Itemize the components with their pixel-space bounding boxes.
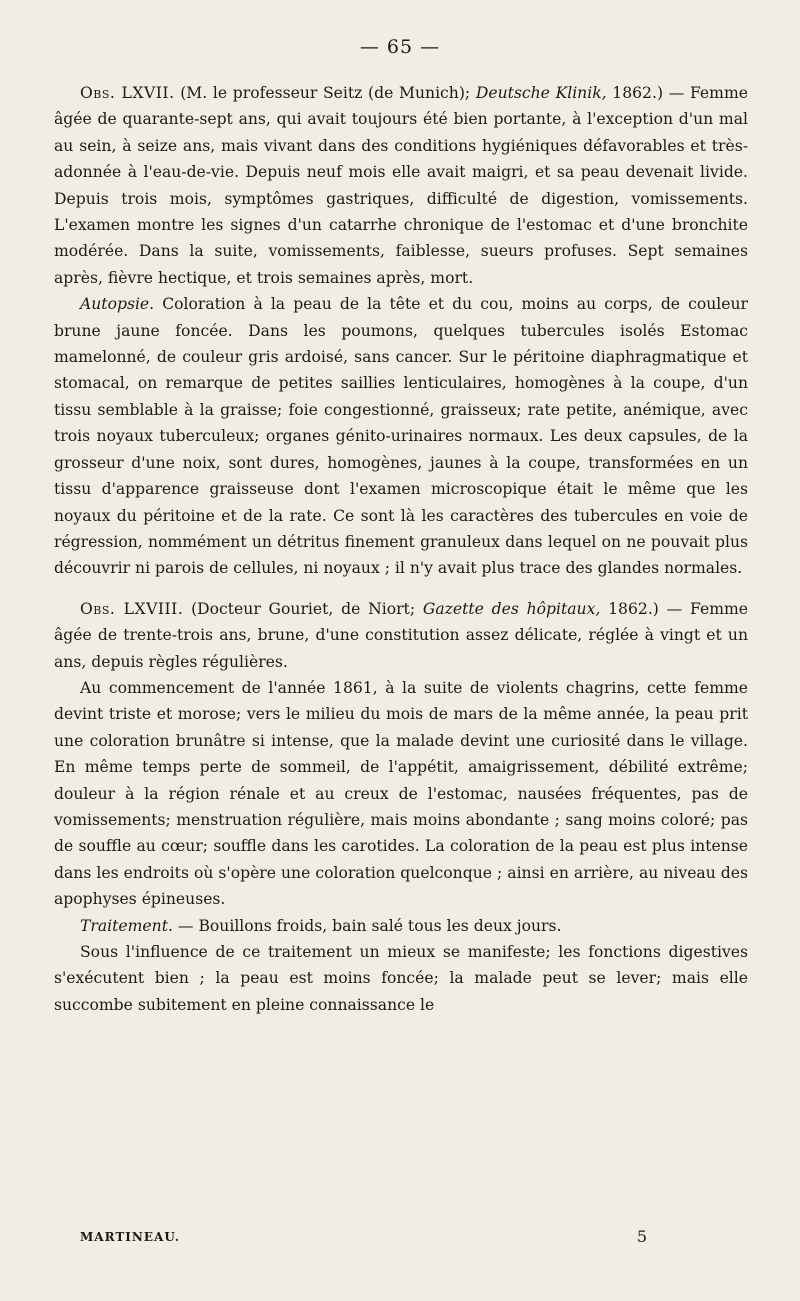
- observation-68-history-paragraph: [54, 675, 748, 913]
- observation-68-label: Obs. LXVIII.: [80, 599, 184, 618]
- autopsy-label: Autopsie.: [80, 295, 155, 314]
- observation-67-paragraph: [54, 80, 748, 291]
- outcome-text: Sous l'influence de ce traitement un mieux se manifeste; les fonctions digestives s'exécutent bien ; la peau est moins foncée; la malade peut se lever; mais elle succombe subitement en pleine connaissance le: [54, 943, 748, 1014]
- observation-68-text: 1862.) — Femme âgée de trente-trois ans, brune, d'une constitution assez délicate, réglée à vingt et un ans, depuis règles régulières.: [54, 599, 749, 671]
- observation-67-text: 1862.) — Femme âgée de quarante-sept ans, qui avait toujours été bien portante, à l'exception d'un mal au sein, à seize ans, mais vivant dans des conditions hygiéniques défavorables et très-adonnée à l'eau-de-vie. Depuis neuf mois elle avait maigri, et sa peau devenait livide. Depuis trois mois, symptômes gastriques, difficulté de digestion, vomissements. L'examen montre les signes d'un catarrhe chronique de l'estomac et d'une bronchite modérée. Dans la suite, vomissements, faiblesse, sueurs profuses. Sept semaines après, fièvre hectique, et trois semaines après, mort.: [54, 84, 748, 287]
- treatment-text: — Bouillons froids, bain salé tous les deux jours.: [177, 916, 562, 935]
- page-footer: [80, 1227, 730, 1250]
- observation-67-label: Obs. LXVII.: [80, 84, 175, 102]
- treatment-label: Traitement.: [80, 916, 173, 935]
- observation-68-paragraph: [54, 596, 748, 675]
- body-text: [54, 80, 748, 1018]
- observation-68-source: (Docteur Gouriet, de Niort;: [191, 599, 416, 618]
- printer-signature: MARTINEAU.: [80, 1230, 180, 1244]
- page-number: — 65 —: [359, 36, 441, 58]
- autopsy-text: Coloration à la peau de la tête et du cou, moins au corps, de couleur brune jaune foncée. Dans les poumons, quelques tubercules isolés Estomac mamelonné, de couleur gris ardoisé, sans cancer. Sur le péritoine diaphragmatique et stomacal, on remarque de petites saillies lenticulaires, homogènes à la coupe, d'un tissu semblable à la graisse; foie congestionné, graisseux; rate petite, anémique, avec trois noyaux tuberculeux; organes génito-urinaires normaux. Les deux capsules, de la grosseur d'une noix, sont dures, homogènes, jaunes à la coupe, transformées en un tissu d'apparence graisseuse dont l'examen microscopique était le même que les noyaux du péritoine et de la rate. Ce sont là les caractères des tubercules en voie de régression, nommément un détritus finement granuleux dans lequel on ne pouvait plus découvrir ni parois de cellules, ni noyaux ; il n'y avait plus trace des glandes normales.: [54, 295, 748, 578]
- outcome-paragraph: [54, 939, 748, 1018]
- observation-68-history-text: Au commencement de l'année 1861, à la suite de violents chagrins, cette femme devint triste et morose; vers le milieu du mois de mars de la même année, la peau prit une coloration brunâtre si intense, que la malade devint une curiosité dans le village. En même temps perte de sommeil, de l'appétit, amaigrissement, débilité extrême; douleur à la région rénale et au creux de l'estomac, nausées fréquentes, pas de vomissements; menstruation régulière, mais moins abondante ; sang moins coloré; pas de souffle au cœur; souffle dans les carotides. La coloration de la peau est plus intense dans les endroits où s'opère une coloration quelconque ; ainsi en arrière, au niveau des apophyses épineuses.: [54, 678, 748, 909]
- observation-67-source: (M. le professeur Seitz (de Munich);: [180, 84, 471, 102]
- sheet-number: 5: [636, 1227, 648, 1246]
- observation-68-journal: Gazette des hôpitaux,: [422, 599, 601, 618]
- observation-67-autopsy-paragraph: [54, 291, 748, 581]
- treatment-paragraph: [54, 913, 748, 939]
- observation-67-journal: Deutsche Klinik,: [475, 84, 607, 102]
